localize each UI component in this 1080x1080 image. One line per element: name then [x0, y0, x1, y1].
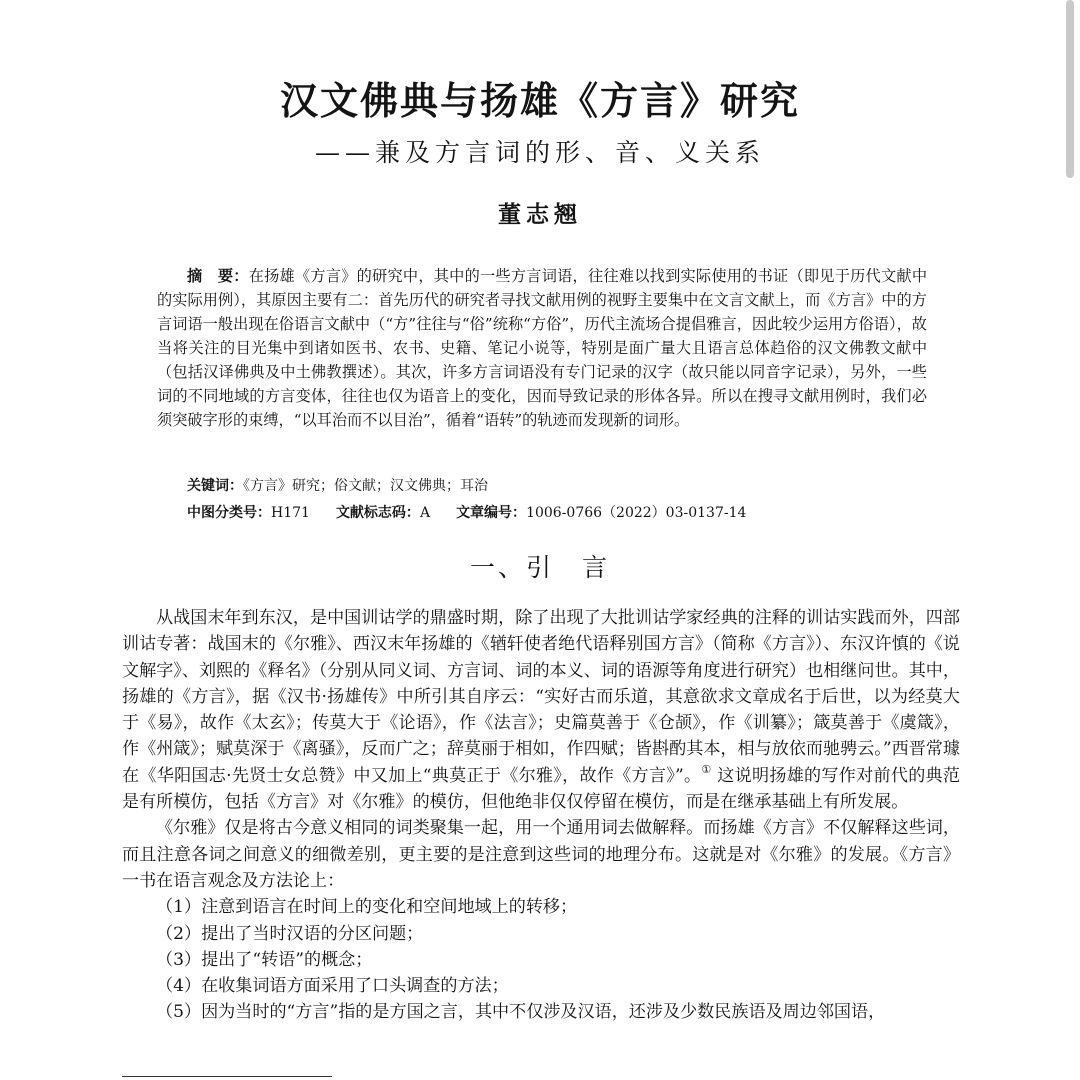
abstract-label: 摘 要：	[187, 267, 249, 285]
scrollbar-thumb[interactable]	[1066, 0, 1074, 178]
abstract-text: 在扬雄《方言》的研究中，其中的一些方言词语，往往难以找到实际使用的书证（即见于历代文献中的实际用例），其原因主要有二：首先历代的研究者寻找文献用例的视野主要集中在文言文献上，而《方言》中的方言词语一般出现在俗语言文献中（“方”往往与“俗”统称“方俗”，历代主流场合提倡雅言，因此较少运用方俗语），故当将关注的目光集中到诸如医书、农书、史籍、笔记小说等，特别是面广量大且语言总体趋俗的汉文佛教文献中（包括汉译佛典及中土佛教撰述）。其次，许多方言词语没有专门记录的汉字（故只能以同音字记录），另外，一些词的不同地域的方言变体，往往也仅为语音上的变化，因而导致记录的形体各异。所以在搜寻文献用例时，我们必须突破字形的束缚，“以耳治而不以目治”，循着“语转”的轨迹而发现新的词形。	[157, 267, 928, 429]
paragraph-1-text-b: 这说明扬雄的写作对前代的典范是有所模仿，包括《方言》对《尔雅》的模仿，但他绝非仅仅停留在模仿，而是在继承基础上有所发展。	[122, 765, 961, 813]
list-item: （2）提出了当时汉语的分区问题；	[156, 923, 424, 944]
body-paragraph-1	[122, 605, 960, 815]
paper-subtitle: ——兼及方言词的形、音、义关系	[314, 138, 765, 167]
paragraph-1-text-a: 从战国末年到东汉，是中国训诂学的鼎盛时期，除了出现了大批训诂学家经典的注释的训诂实践而外，四部训诂专著：战国末的《尔雅》、西汉末年扬雄的《𬨎轩使者绝代语释别国方言》（简称《方言》）、东汉许慎的《说文解字》、刘熙的《释名》（分别从同义词、方言词、词的本义、词的语源等角度进行研究）也相继问世。其中，扬雄的《方言》，据《汉书·扬雄传》中所引其自序云：“实好古而乐道，其意欲求文章成名于后世，以为经莫大于《易》，故作《太玄》；传莫大于《论语》，作《法言》；史篇莫善于《仓颉》，作《训纂》；箴莫善于《虞箴》，作《州箴》；赋莫深于《离骚》，反而广之；辞莫丽于相如，作四赋；皆斟酌其本，相与放依而驰骋云。”西晋常璩在《华阳国志·先贤士女总赞》中又加上“典莫正于《尔雅》，故作《方言》”。	[122, 608, 960, 786]
body-paragraph-2: 《尔雅》仅是将古今意义相同的词类聚集一起，用一个通用词去做解释。而扬雄《方言》不仅解释这些词，而且注意各词之间意义的细微差别，更主要的是注意到这些词的地理分布。这就是对《尔雅》的发展。《方言》一书在语言观念及方法论上：	[122, 818, 960, 891]
list-item: （4）在收集词语方面采用了口头调查的方法；	[156, 976, 509, 997]
section-number: 一、	[469, 553, 526, 582]
doc-code-value: A	[419, 505, 431, 521]
footnote-marker[interactable]: ①	[701, 762, 712, 776]
abstract-block	[157, 264, 927, 432]
author-name: 董志翘	[498, 201, 582, 228]
doc-code-label: 文献标志码：	[335, 505, 420, 521]
list-item: （3）提出了“转语”的概念；	[156, 949, 373, 970]
paper-title: 汉文佛典与扬雄《方言》研究	[279, 78, 800, 123]
body-text	[122, 605, 960, 1026]
footnote-divider	[122, 1076, 332, 1077]
clc-label: 中图分类号：	[187, 505, 271, 521]
clc-value: H171	[271, 505, 310, 521]
classification-line	[187, 502, 746, 522]
keywords-label: 关键词：	[187, 478, 243, 494]
section-title-part-1: 引	[525, 553, 554, 582]
keywords-text: 《方言》研究；俗文献；汉文佛典；耳治	[243, 478, 488, 494]
article-number-label: 文章编号：	[456, 505, 527, 521]
section-heading	[0, 548, 1080, 584]
list-item: （5）因为当时的“方言”指的是方国之言，其中不仅涉及汉语，还涉及少数民族语及周边邻国语，	[156, 1002, 886, 1023]
list-item: （1）注意到语言在时间上的变化和空间地域上的转移；	[156, 897, 578, 918]
article-number-value: 1006-0766（2022）03-0137-14	[526, 505, 747, 521]
section-title-part-2: 言	[582, 553, 611, 582]
keywords-line	[187, 475, 488, 495]
